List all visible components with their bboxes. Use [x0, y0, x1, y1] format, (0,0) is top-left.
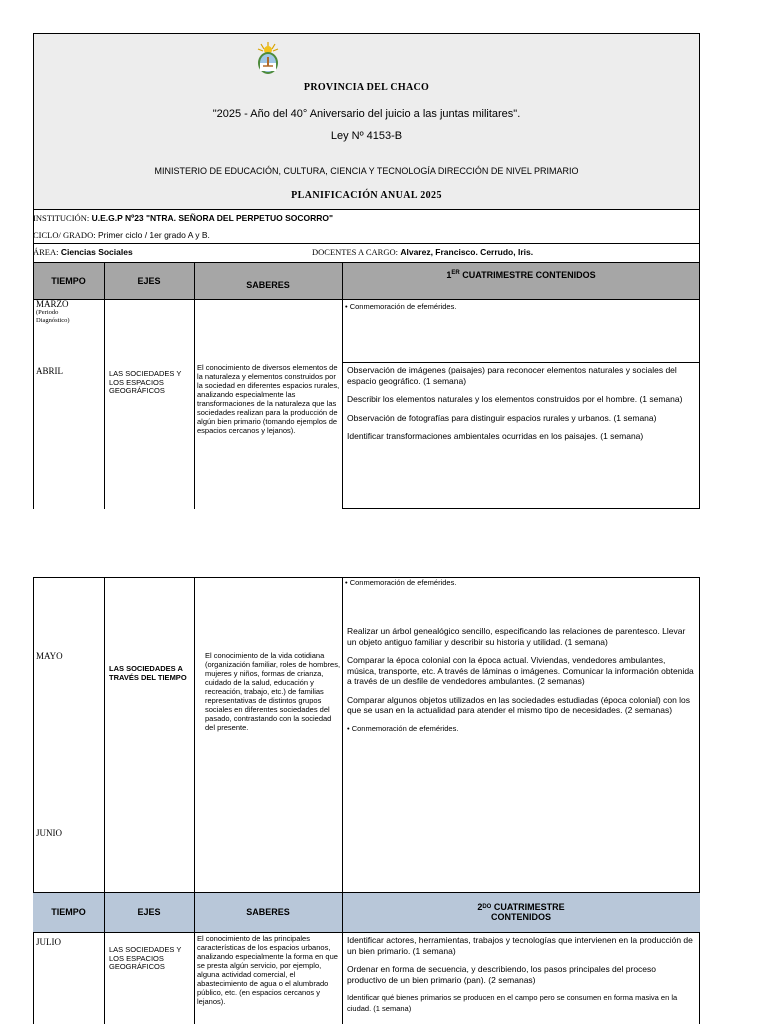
col-header-saberes: SABERES: [194, 262, 342, 299]
ciclo-value: Primer ciclo / 1er grado A y B.: [97, 230, 210, 240]
ciclo-row: [33, 230, 210, 240]
divider: [104, 577, 105, 1024]
eje-abril: LAS SOCIEDADES Y LOS ESPACIOS GEOGRÁFICOS: [109, 369, 182, 395]
contenido-item: Describir los elementos naturales y los elementos construidos por el hombre. (1 semana): [347, 394, 683, 404]
area-label: ÁREA:: [33, 247, 59, 257]
divider: [33, 262, 700, 263]
month-marzo: MARZO: [36, 299, 69, 309]
year-motto: "2025 - Año del 40° Aniversario del juicio a las juntas militares".: [212, 108, 521, 120]
institucion-row: [33, 213, 333, 223]
document-header: [33, 33, 700, 210]
divider: [699, 577, 700, 1024]
institucion-value: U.E.G.P Nº23 "NTRA. SEÑORA DEL PERPETUO SOCORRO": [91, 213, 334, 223]
contenido-item: • Conmemoración de efemérides.: [347, 724, 695, 735]
provincial-seal-icon: [255, 40, 281, 76]
ministerio-line: MINISTERIO DE EDUCACIÓN, CULTURA, CIENCIA Y TECNOLOGÍA DIRECCIÓN DE NIVEL PRIMARIO: [154, 166, 579, 176]
divider: [342, 362, 700, 363]
contenido-item: Identificar qué bienes primarios se producen en el campo pero se consumen en forma masiva en la ciudad. (1 semana): [347, 993, 678, 1013]
docentes-value: Alvarez, Francisco. Cerrudo, Iris.: [400, 247, 534, 257]
divider: [342, 892, 343, 932]
col-header-cuatrimestre-1: 1 ER CUATRIMESTRE CONTENIDOS: [342, 262, 700, 299]
contenido-item: Comparar la época colonial con la época actual. Viviendas, vendedores ambulantes, música, transporte, etc. A través de láminas o imágenes. Comunicar la información obtenida a través de un desfile de vendedores ambulantes. (2 semanas): [347, 655, 694, 686]
divider: [194, 577, 195, 1024]
contenido-item: Ordenar en forma de secuencia, y describiendo, los pasos principales del proceso productivo de un bien primario (pan). (2 semanas): [347, 964, 657, 985]
contenidos-abril: [347, 365, 695, 450]
area-value: Ciencias Sociales: [60, 247, 133, 257]
efemerides-top: • Conmemoración de efemérides.: [345, 578, 456, 589]
eje-mayo: LAS SOCIEDADES A TRAVÉS DEL TIEMPO: [109, 664, 187, 682]
contenido-item: Observación de fotografías para distinguir espacios rurales y urbanos. (1 semana): [347, 412, 657, 423]
divider: [33, 262, 34, 509]
provincia-title: PROVINCIA DEL CHACO: [303, 82, 430, 93]
divider: [33, 210, 34, 262]
divider: [699, 210, 700, 262]
month-abril: ABRIL: [36, 366, 63, 376]
divider: [342, 262, 343, 509]
month-mayo: MAYO: [36, 651, 63, 661]
divider: [33, 892, 700, 893]
area-row: [33, 247, 133, 257]
eje-julio: LAS SOCIEDADES Y LOS ESPACIOS GEOGRÁFICOS: [109, 945, 182, 971]
col-header-tiempo: TIEMPO: [33, 262, 104, 299]
divider: [33, 299, 700, 300]
col-header-ejes: EJES: [104, 892, 194, 932]
divider: [104, 262, 105, 509]
divider: [194, 262, 195, 509]
contenido-item: Identificar actores, herramientas, trabajos y tecnologías que intervienen en la producción de un bien primario. (1 semana): [347, 935, 693, 956]
col-header-cuatrimestre-2: $2^{DO}$ CUATRIMESTRE CONTENIDOS: [342, 892, 700, 932]
divider: [194, 892, 195, 932]
month-junio: JUNIO: [36, 828, 62, 838]
divider: [33, 243, 700, 244]
marzo-note: (Periodo Diagnóstico): [36, 309, 70, 324]
col-header-ejes: EJES: [104, 262, 194, 299]
ciclo-label: CICLO/ GRADO:: [33, 230, 96, 240]
saber-mayo: El conocimiento de la vida cotidiana (organización familiar, roles de hombres, mujeres y niños, formas de crianza, cuidado de la salud, educación y recreación, trabajo, etc.) de familias representativas de distintos grupos sociales en diferentes sociedades del pasado, contrastando con la sociedad del presente.: [205, 651, 341, 732]
docentes-row: [312, 247, 533, 257]
contenidos-julio: [347, 935, 695, 1024]
contenido-item: Realizar un árbol genealógico sencillo, especificando las relaciones de parentesco. Llevar un objeto antiguo familiar y describir su historia y utilidad. (1 semana): [347, 626, 686, 647]
divider: [104, 892, 105, 932]
month-julio: JULIO: [36, 937, 61, 947]
efemerides-marzo: • Conmemoración de efemérides.: [345, 302, 456, 313]
divider: [342, 508, 700, 509]
divider: [33, 577, 34, 1024]
col-header-tiempo: TIEMPO: [33, 892, 104, 932]
contenidos-mayo: [347, 626, 695, 742]
institucion-label: INSTITUCIÓN:: [33, 213, 90, 223]
ley-number: Ley Nº 4153-B: [330, 130, 403, 142]
docentes-label: DOCENTES A CARGO:: [312, 247, 398, 257]
contenido-item: Comparar algunos objetos utilizados en las sociedades estudiadas (época colonial) con los que se usan en la actualidad para atender el mismo tipo de necesidades. (2 semanas): [347, 694, 691, 715]
plan-title: PLANIFICACIÓN ANUAL 2025: [291, 190, 442, 201]
saber-julio: El conocimiento de las principales características de los espacios urbanos, analizando especialmente la forma en que se presta algún servicio, por ejemplo, alguna actividad comercial, el abastecimiento de agua o el alumbrado público, etc. (en espacios cercanos y lejanos).: [197, 934, 338, 1006]
saber-abril: El conocimiento de diversos elementos de la naturaleza y elementos construidos por la sociedad en diferentes espacios rurales, analizando especialmente las transformaciones de la naturaleza que las sociedades realizan para la producción de algún bien primario (tomando ejemplos de espacios cercanos y lejanos).: [197, 363, 340, 435]
col-header-saberes: SABERES: [194, 892, 342, 932]
divider: [342, 577, 343, 1024]
contenido-item: Identificar transformaciones ambientales ocurridas en los paisajes. (1 semana): [347, 431, 644, 441]
divider: [33, 932, 700, 933]
contenido-item: Observación de imágenes (paisajes) para reconocer elementos naturales y sociales del espacio geográfico. (1 semana): [347, 365, 677, 386]
divider: [699, 262, 700, 509]
